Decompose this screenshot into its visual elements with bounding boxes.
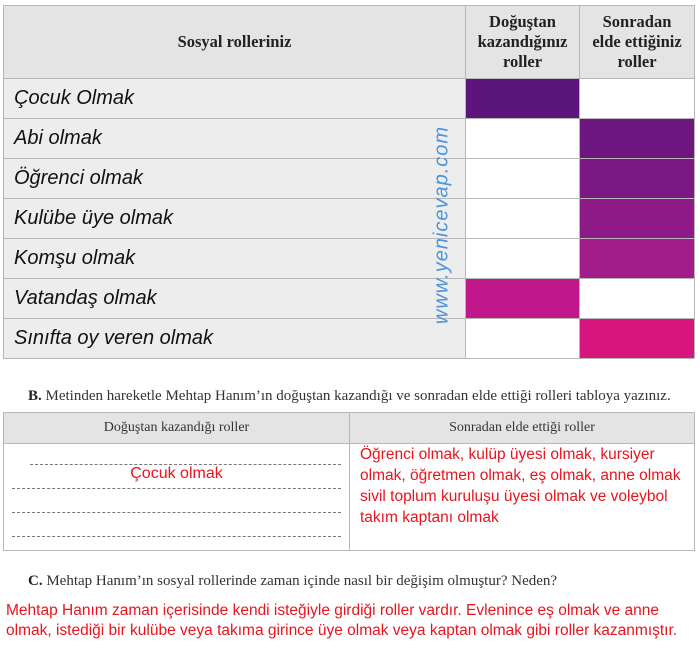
later-cell-filled [580, 319, 695, 359]
later-answer-cell [350, 444, 695, 551]
table-row [4, 199, 695, 239]
table-row [4, 279, 695, 319]
answer-c-text: Mehtap Hanım zaman içerisinde kendi isteğiyle girdiği roller vardır. Evlenince eş olmak ve anne olmak, istediği bir kulübe veya takıma girince üye olmak veya kaptan olmak gibi roller kazanmıştır. [6, 602, 678, 639]
role-label: Vatandaş olmak [4, 279, 466, 319]
later-cell-filled [580, 119, 695, 159]
role-label: Abi olmak [4, 119, 466, 159]
answer-table-b-header-row [4, 413, 695, 444]
social-roles-header-row [4, 6, 695, 79]
watermark-text: www.yenicevap.com [430, 125, 453, 325]
later-cell-filled [580, 199, 695, 239]
social-roles-table [3, 5, 695, 359]
header-later-line-1: Sonradan [602, 12, 672, 31]
header-born-line-3: roller [502, 52, 543, 71]
born-cell [466, 199, 580, 239]
table-row [4, 239, 695, 279]
role-label: Çocuk Olmak [4, 79, 466, 119]
born-cell [466, 159, 580, 199]
header-later-line-2: elde ettiğiniz [592, 32, 682, 51]
question-b [28, 388, 671, 405]
header-born-col: Doğuştan kazandığı roller [4, 413, 350, 444]
later-cell-filled [580, 239, 695, 279]
header-later-line-3: roller [617, 52, 657, 71]
later-cell-filled [580, 159, 695, 199]
dashed-line [12, 536, 341, 537]
born-cell-filled [466, 79, 580, 119]
dashed-line [12, 512, 341, 513]
answer-table-b [3, 412, 695, 551]
header-born-line-2: kazandığınız [477, 32, 568, 51]
born-cell [466, 239, 580, 279]
born-cell-filled [466, 279, 580, 319]
later-cell [580, 79, 695, 119]
later-answer-text: Öğrenci olmak, kulüp üyesi olmak, kursiyer olmak, öğretmen olmak, eş olmak, anne olmak sivil toplum kuruluşu üyesi olmak ve voleybol takım kaptanı olmak [360, 446, 681, 526]
question-c [28, 573, 557, 590]
question-b-text: Metinden hareketle Mehtap Hanım’ın doğuştan kazandığı ve sonradan elde ettiği rolleri tabloya yazınız. [45, 388, 671, 404]
born-cell [466, 119, 580, 159]
table-row [4, 119, 695, 159]
dashed-line [12, 488, 341, 489]
header-born-roles [466, 6, 580, 79]
born-answer-text: Çocuk olmak [130, 465, 223, 482]
role-label: Kulübe üye olmak [4, 199, 466, 239]
table-row [4, 319, 695, 359]
role-label: Öğrenci olmak [4, 159, 466, 199]
question-b-label: B. [28, 388, 42, 404]
born-answer-cell [4, 444, 350, 551]
answer-table-b-body-row [4, 444, 695, 551]
role-label: Komşu olmak [4, 239, 466, 279]
table-row [4, 79, 695, 119]
question-c-text: Mehtap Hanım’ın sosyal rollerinde zaman içinde nasıl bir değişim olmuştur? Neden? [46, 573, 558, 589]
role-label: Sınıfta oy veren olmak [4, 319, 466, 359]
question-c-label: C. [28, 573, 43, 589]
born-cell [466, 319, 580, 359]
header-later-roles [580, 6, 695, 79]
header-born-line-1: Doğuştan [489, 12, 556, 31]
header-later-col: Sonradan elde ettiği roller [350, 413, 695, 444]
later-cell [580, 279, 695, 319]
header-social-roles: Sosyal rolleriniz [4, 6, 466, 79]
table-row [4, 159, 695, 199]
